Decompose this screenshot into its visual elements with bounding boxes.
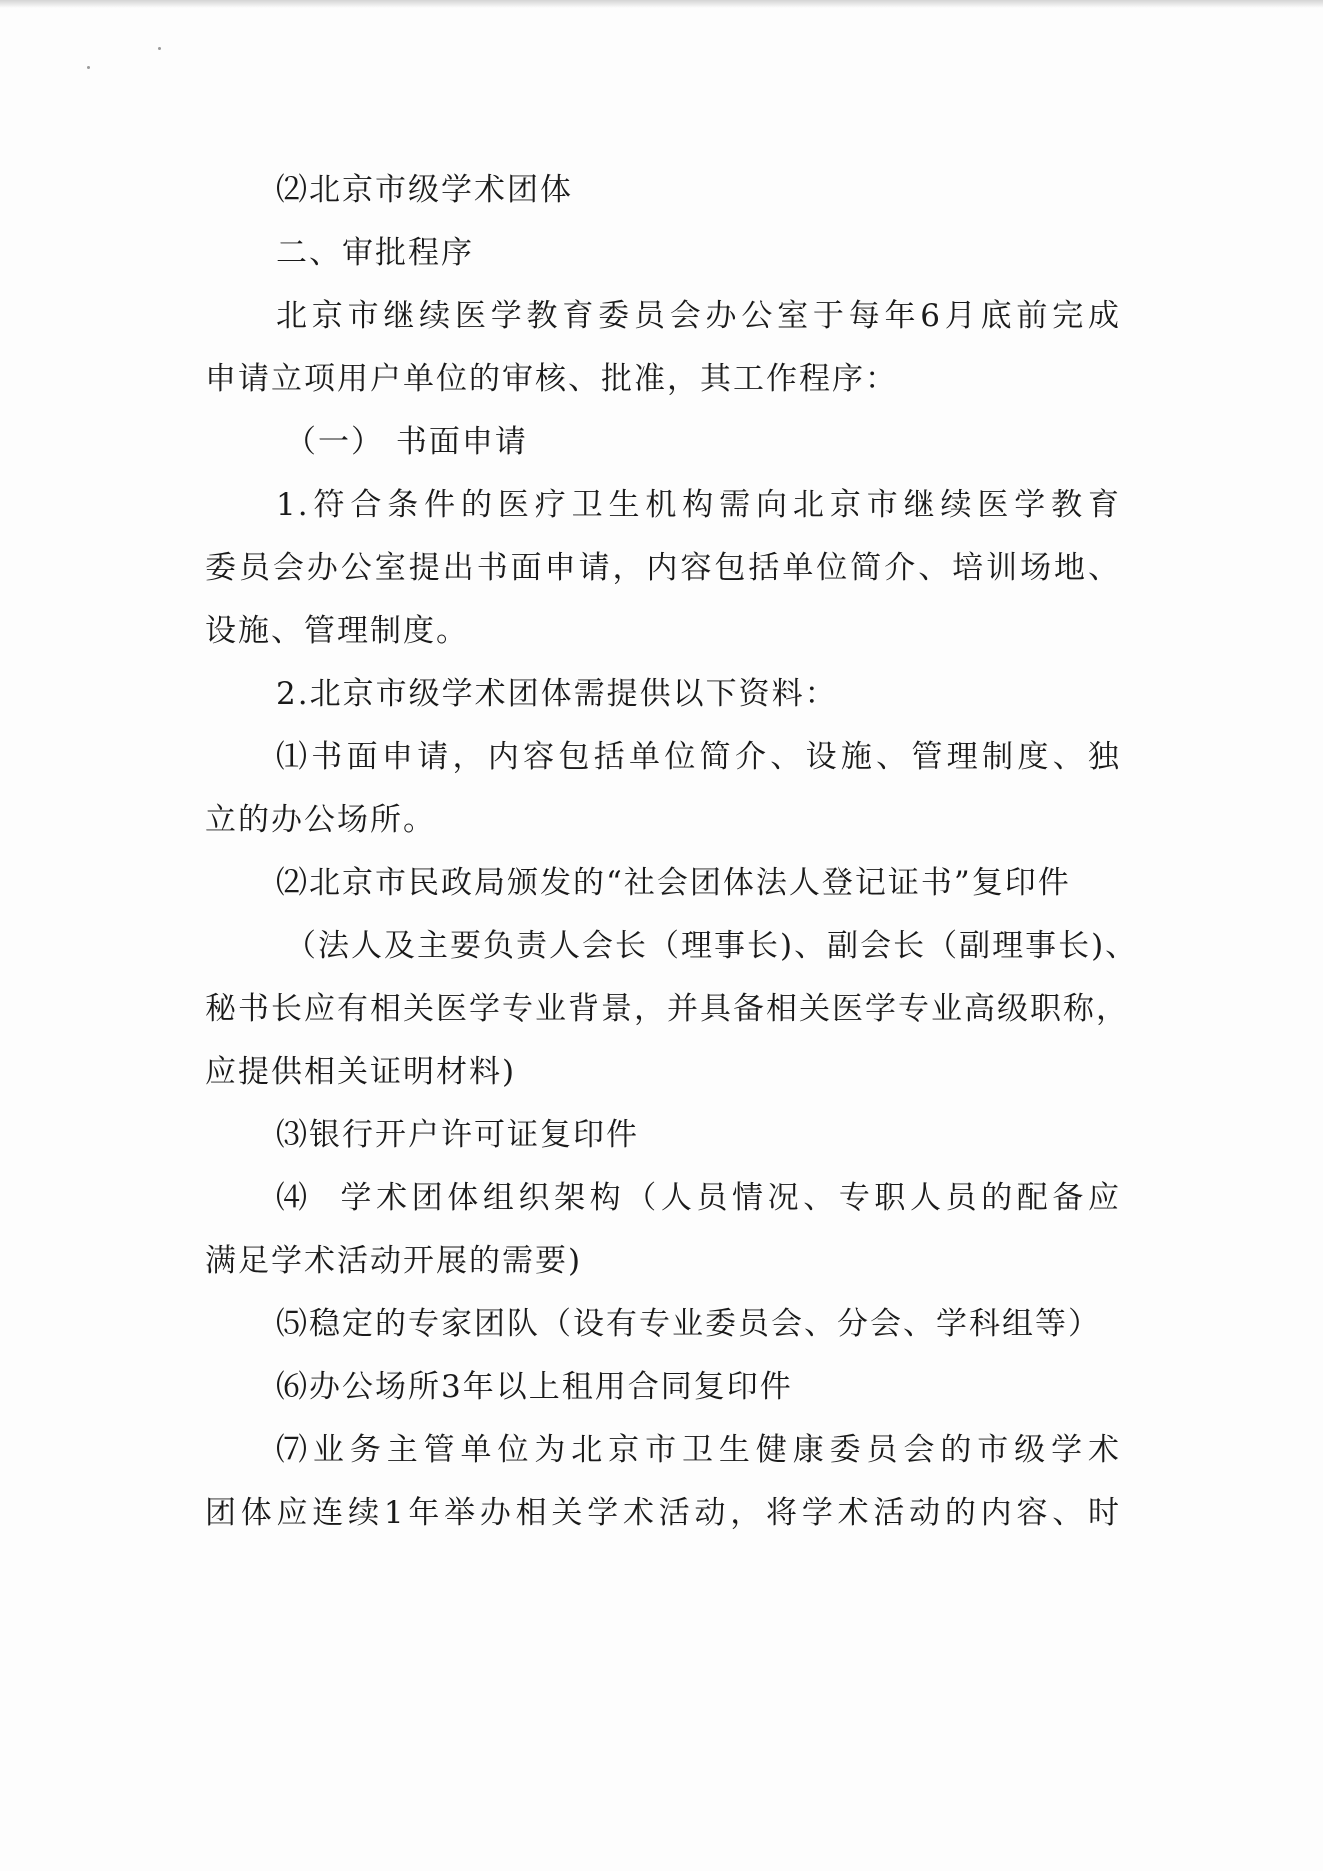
list-item-line: 团体应连续1年举办相关学术活动，将学术活动的内容、时 xyxy=(205,1495,1121,1531)
paragraph-line: 申请立项用户单位的审核、批准，其工作程序： xyxy=(205,361,898,397)
scan-speck xyxy=(158,47,161,50)
list-item-line: ⑶银行开户许可证复印件 xyxy=(276,1117,639,1153)
list-item-line: （法人及主要负责人会长（理事长)、副会长（副理事长)、 xyxy=(285,928,1139,964)
scan-speck xyxy=(87,66,90,69)
paragraph-line: 1.符合条件的医疗卫生机构需向北京市继续医学教育 xyxy=(276,487,1121,523)
list-item-line: ⑸稳定的专家团队（设有专业委员会、分会、学科组等） xyxy=(276,1306,1101,1342)
paragraph-line: 2.北京市级学术团体需提供以下资料： xyxy=(276,676,838,712)
list-item-line: ⑷ 学术团体组织架构（人员情况、专职人员的配备应 xyxy=(276,1180,1121,1216)
list-item-line: ⑺业务主管单位为北京市卫生健康委员会的市级学术 xyxy=(276,1432,1121,1468)
list-item-line: ⑵北京市民政局颁发的“社会团体法人登记证书”复印件 xyxy=(276,865,1071,901)
list-item-line: 立的办公场所。 xyxy=(205,802,436,838)
scan-top-edge xyxy=(0,0,1323,8)
paragraph-line: 北京市继续医学教育委员会办公室于每年6月底前完成 xyxy=(276,298,1121,334)
paragraph-line: 委员会办公室提出书面申请，内容包括单位简介、培训场地、 xyxy=(205,550,1121,586)
section-heading-approval-procedure: 二、审批程序 xyxy=(276,235,474,271)
list-item-line: ⑴书面申请，内容包括单位简介、设施、管理制度、独 xyxy=(276,739,1121,775)
list-item-line: ⑹办公场所3年以上租用合同复印件 xyxy=(276,1369,793,1405)
paragraph-line: 设施、管理制度。 xyxy=(205,613,469,649)
subsection-heading-written-application: （一） 书面申请 xyxy=(285,424,528,460)
list-item-line: 秘书长应有相关医学专业背景，并具备相关医学专业高级职称， xyxy=(205,991,1129,1027)
list-item-line: 应提供相关证明材料) xyxy=(205,1054,517,1090)
item-2-heading: ⑵北京市级学术团体 xyxy=(276,172,573,208)
list-item-line: 满足学术活动开展的需要) xyxy=(205,1243,583,1279)
